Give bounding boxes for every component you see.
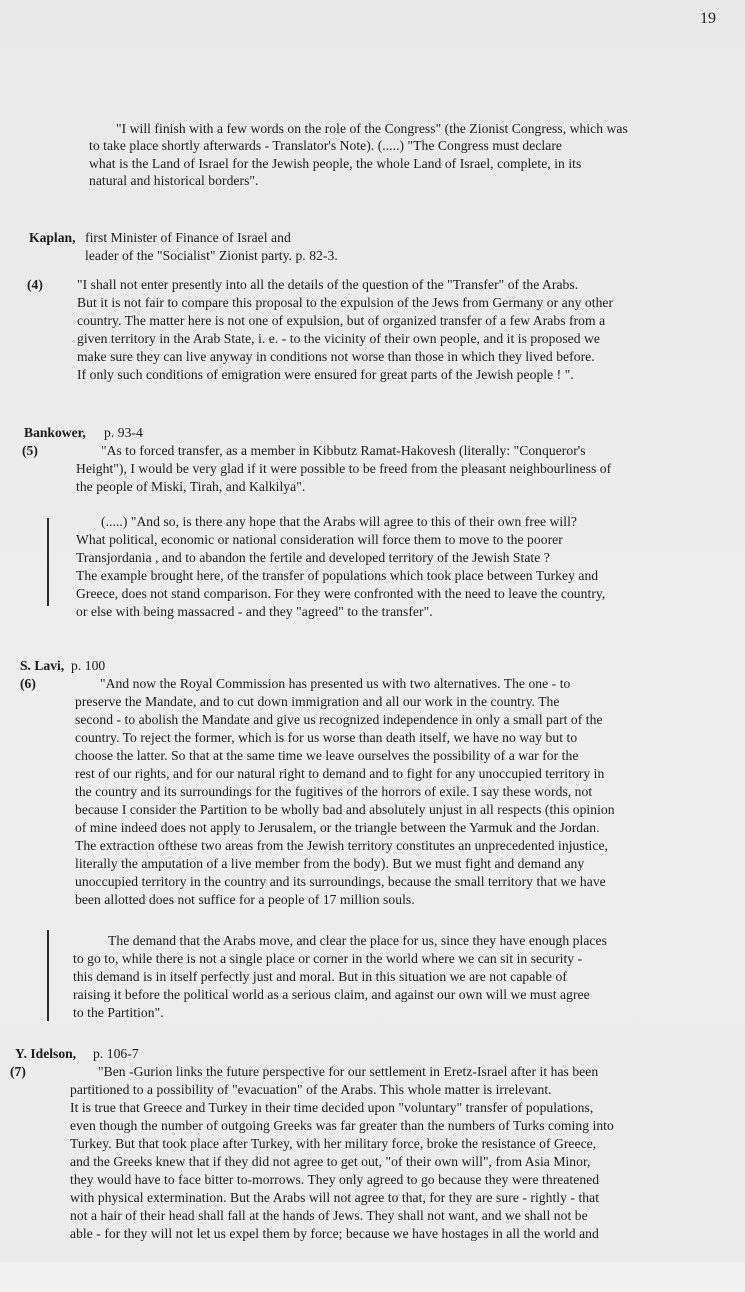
text-line: The demand that the Arabs move, and clear the place for us, since they have enough places	[108, 933, 607, 948]
text-line: of mine indeed does not apply to Jerusalem, or the triangle between the Yarmuk and the Jordan.	[75, 820, 600, 835]
speaker-source: p. 100	[71, 658, 106, 673]
text-line: to take place shortly afterwards - Translator's Note). (.....) "The Congress must declare	[89, 138, 562, 153]
text-line: "I shall not enter presently into all the details of the question of the "Transfer" of the Arabs.	[77, 277, 579, 292]
margin-bar	[47, 930, 49, 1021]
text-line: country. To reject the former, which is for us worse than death itself, we have no way but to	[75, 730, 578, 745]
text-line: choose the latter. So that at the same time we leave ourselves the possibility of a war for the	[75, 748, 579, 763]
quote-number: (4)	[27, 277, 43, 292]
text-line: they would have to face bitter to-morrows. They only agreed to go because they were threatened	[70, 1172, 600, 1187]
text-line: natural and historical borders".	[89, 173, 259, 188]
text-line: with physical extermination. But the Arabs will not agree to that, for they are sure - rightly - that	[70, 1190, 600, 1205]
text-line: literally the amputation of a live member from the body). But we must fight and demand any	[75, 856, 585, 871]
page-bottom-margin	[0, 1262, 745, 1292]
speaker-source: p. 106-7	[93, 1046, 139, 1061]
page-number: 19	[700, 10, 716, 27]
text-line: make sure they can live anyway in conditions not worse than those in which they lived before.	[77, 349, 595, 364]
text-line: (.....) "And so, is there any hope that the Arabs will agree to this of their own free will?	[101, 514, 577, 529]
text-line: partitioned to a possibility of "evacuation" of the Arabs. This whole matter is irrelevant.	[70, 1082, 552, 1097]
text-line: unoccupied territory in the country and its surroundings, because the small territory that we have	[75, 874, 606, 889]
text-line: "Ben -Gurion links the future perspective for our settlement in Eretz-Israel after it has been	[98, 1064, 599, 1079]
speaker-name: Kaplan,	[29, 230, 76, 245]
text-line: But it is not fair to compare this proposal to the expulsion of the Jews from Germany or any other	[77, 295, 614, 310]
text-line: "I will finish with a few words on the role of the Congress" (the Zionist Congress, which was	[116, 121, 628, 136]
text-line: the people of Miski, Tirah, and Kalkilya".	[76, 479, 306, 494]
quote-number: (7)	[10, 1064, 26, 1079]
text-line: and the Greeks knew that if they did not agree to get out, "of their own will", from Asia Minor,	[70, 1154, 591, 1169]
text-line: to the Partition".	[73, 1005, 164, 1020]
quote-number: (5)	[22, 443, 38, 458]
text-line: or else with being massacred - and they "agreed" to the transfer".	[76, 604, 433, 619]
speaker-name: Bankower,	[24, 425, 86, 440]
text-line: been allotted does not suffice for a people of 17 million souls.	[75, 892, 415, 907]
text-line: rest of our rights, and for our natural right to demand and to fight for any unoccupied territory in	[75, 766, 605, 781]
text-line: country. The matter here is not one of expulsion, but of organized transfer of a few Arabs from a	[77, 313, 606, 328]
text-line: Height"), I would be very glad if it were possible to be freed from the pleasant neighbourliness of	[76, 461, 612, 476]
text-line: Turkey. But that took place after Turkey, with her military force, broke the resistance of Greece,	[70, 1136, 597, 1151]
text-line: not a hair of their head shall fall at the hands of Jews. They shall not want, and we shall not be	[70, 1208, 588, 1223]
text-line: raising it before the political world as a serious claim, and against our own will we must agree	[73, 987, 590, 1002]
text-line: If only such conditions of emigration were ensured for great parts of the Jewish people ! ".	[77, 367, 574, 382]
speaker-source: leader of the "Socialist" Zionist party. p. 82-3.	[85, 248, 338, 263]
text-line: even though the number of outgoing Greeks was far greater than the numbers of Turks coming into	[70, 1118, 614, 1133]
speaker-title: first Minister of Finance of Israel and	[85, 230, 291, 245]
text-line: this demand is in itself perfectly just and moral. But in this situation we are not capable of	[73, 969, 567, 984]
text-line: "And now the Royal Commission has presented us with two alternatives. The one - to	[100, 676, 571, 691]
quote-number: (6)	[20, 676, 36, 691]
text-line: The example brought here, of the transfer of populations which took place between Turkey and	[76, 568, 599, 583]
text-line: "As to forced transfer, as a member in Kibbutz Ramat-Hakovesh (literally: "Conqueror's	[101, 443, 586, 458]
text-line: what is the Land of Israel for the Jewish people, the whole Land of Israel, complete, in its	[89, 156, 582, 171]
margin-bar	[47, 518, 49, 606]
text-line: given territory in the Arab State, i. e. - to the vicinity of their own people, and it is proposed we	[77, 331, 600, 346]
text-line: Greece, does not stand comparison. For they were confronted with the need to leave the country,	[76, 586, 606, 601]
text-line: because I consider the Partition to be wholly bad and absolutely unjust in all respects (this opinion	[75, 802, 615, 817]
text-line: able - for they will not let us expel them by force; because we have hostages in all the world and	[70, 1226, 599, 1241]
speaker-name: Y. Idelson,	[15, 1046, 77, 1061]
speaker-name: S. Lavi,	[20, 658, 65, 673]
text-line: Transjordania , and to abandon the fertile and developed territory of the Jewish State ?	[76, 550, 550, 565]
speaker-source: p. 93-4	[104, 425, 143, 440]
text-line: second - to abolish the Mandate and give us recognized independence in only a small part of the	[75, 712, 603, 727]
text-line: preserve the Mandate, and to cut down immigration and all our work in the country. The	[75, 694, 560, 709]
text-line: the country and its surroundings for the fugitives of the horrors of exile. I say these words, not	[75, 784, 593, 799]
text-line: What political, economic or national consideration will force them to move to the poorer	[76, 532, 563, 547]
text-line: The extraction ofthese two areas from the Jewish territory constitutes an unprecedented injustice,	[75, 838, 608, 853]
text-line: to go to, while there is not a single place or corner in the world where we can sit in security -	[73, 951, 583, 966]
text-line: It is true that Greece and Turkey in their time decided upon "voluntary" transfer of populations,	[70, 1100, 594, 1115]
